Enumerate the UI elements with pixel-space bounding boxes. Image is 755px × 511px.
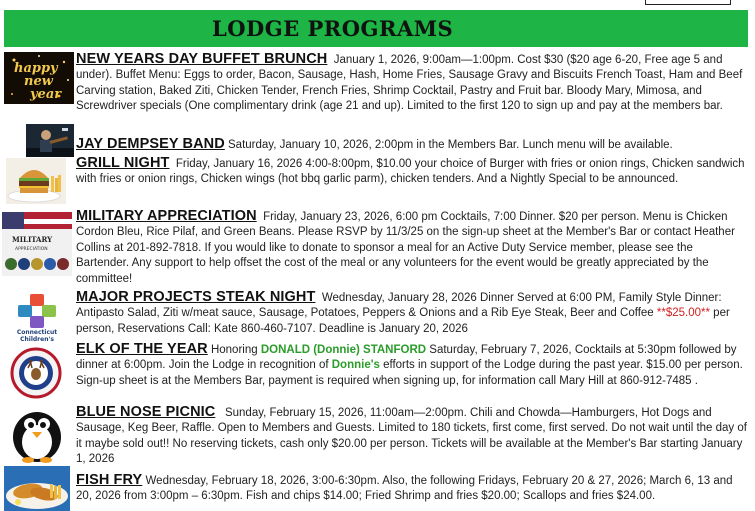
entry-title: GRILL NIGHT <box>76 155 170 171</box>
connecticut-childrens-logo <box>6 292 68 342</box>
title-banner <box>4 10 748 47</box>
entry-grill-night <box>76 156 749 188</box>
entry-body-cont: per person, Reservations Call: Kate 860-460-7107. Deadline is January 20, 2026 <box>76 307 730 335</box>
entry-blue-nose-picnic <box>76 405 749 468</box>
penguin-image <box>6 402 68 464</box>
new-text: new <box>24 74 53 89</box>
corner-box <box>645 0 731 5</box>
happy-new-year-image <box>4 52 74 104</box>
fish-and-chips-image <box>4 466 70 511</box>
childrens-text: Children's <box>20 336 54 342</box>
entry-body: Wednesday, February 18, 2026, 3:00-6:30pm. Also, the following Fridays, February 20 & 27, 2026; March 6, 13 and 20, 2026 from 3:00pm – 6:30pm. Fish and chips $14.00; Fried Shrimp and fries $20.00; Scallops and fries $24.00. <box>76 475 733 503</box>
elks-emblem <box>4 346 68 400</box>
entry-steak-night <box>76 290 749 337</box>
entry-elk-of-the-year <box>76 342 749 389</box>
happy-text: happy <box>14 61 58 76</box>
entry-body: Friday, January 16, 2026 4:00-8:00pm, $10.00 your choice of Burger with fries or onion rings, Chicken sandwich with fries or onion rings, Chicken wings (hot bbq garlic parm), chicken tenders. And a Nightly Special to be announced. <box>76 158 745 186</box>
year-text: year <box>30 87 62 102</box>
entry-title: MILITARY APPRECIATION <box>76 208 257 224</box>
connecticut-text: Connecticut <box>16 329 58 336</box>
entry-military-appreciation <box>76 209 749 287</box>
entry-title: ELK OF THE YEAR <box>76 341 208 357</box>
entry-body: Wednesday, January 28, 2026 Dinner Served at 6:00 PM, Family Style Dinner: Antipasto Salad, Ziti w/meat sauce, Sausage, Potatoes, Peppers & Onions and a Rib Eye Steak, Beer and Coffee <box>76 292 722 320</box>
band-image <box>26 124 74 157</box>
entry-title: MAJOR PROJECTS STEAK NIGHT <box>76 289 316 305</box>
entry-title: JAY DEMPSEY BAND <box>76 136 225 152</box>
entry-body: Saturday, January 10, 2026, 2:00pm in the Members Bar. Lunch menu will be available. <box>228 139 673 151</box>
entry-body: Friday, January 23, 2026, 6:00 pm Cocktails, 7:00 Dinner. $20 per person. Menu is Chicken Cordon Bleu, Rice Pilaf, and Green Beans. Please RSVP by 11/3/25 on the sign-up sheet at the Member's Bar or contact Heather Collins at 201-892-7818. If you would like to donate to sponsor a meal for an Active Duty Service member, please see the Bartender. Any support to help offset the cost of the meal or any volunteers for the event would be greatly appreciated by the committee! <box>76 211 735 285</box>
appreciation-text: APPRECIATION <box>15 247 48 252</box>
entry-body: Honoring <box>210 344 258 356</box>
price-text: **$25.00** <box>656 307 710 320</box>
entry-title: BLUE NOSE PICNIC <box>76 404 216 420</box>
entry-fish-fry <box>76 473 749 505</box>
entry-body-cont: Saturday, February 7, 2026, Cocktails at 5:30pm followed by dinner at 6:00pm. Join the Lodge in recognition of <box>76 344 737 372</box>
entry-body: January 1, 2026, 9:00am—1:00pm. Cost $30 ($20 age 6-20, Free age 5 and under). Buffet Menu: Eggs to order, Bacon, Sausage, Hash, Home Fries, Sausage Gravy and Biscuits French Toast, Ham and Beef Carving station, Baked Ziti, Chicken Tender, French Fries, Shrimp Cocktail, Pastry and Fruit bar. Bloody Mary, Mimosa, and Screwdriver specials (One complimentary drink (age 21 and up). Limited to the first 120 to sign up and pay at the members bar. <box>76 54 743 113</box>
burger-image <box>6 158 66 204</box>
honoree-name: DONALD (Donnie) STANFORD <box>260 344 427 356</box>
entry-body: Sunday, February 15, 2026, 11:00am—2:00pm. Chili and Chowda—Hamburgers, Hot Dogs and Sausage, Keg Beer, Raffle. Open to Members and Guests. Limited to 180 tickets, first come, first served. Do not wait until the day of it maybe sold out!! No reserving tickets, cash only $20.00 per person. Tickets will be available at the Member's Bar starting January 1, 2026 <box>76 407 747 466</box>
military-text: MILITARY <box>12 235 53 244</box>
entry-new-years-brunch <box>76 52 749 115</box>
entry-jay-dempsey-band <box>76 137 749 153</box>
honoree-short-name: Donnie's <box>331 359 380 372</box>
military-appreciation-image <box>2 212 72 276</box>
entry-title: NEW YEARS DAY BUFFET BRUNCH <box>76 51 328 67</box>
page-title: LODGE PROGRAMS <box>212 16 454 41</box>
entry-body-end: efforts in support of the Lodge during the past year. $15.00 per person. Sign-up sheet is at the Members Bar, payment is required when signing up, for information call Mary Hill at 860-912-7485 . <box>76 359 743 387</box>
entry-title: FISH FRY <box>76 472 143 488</box>
